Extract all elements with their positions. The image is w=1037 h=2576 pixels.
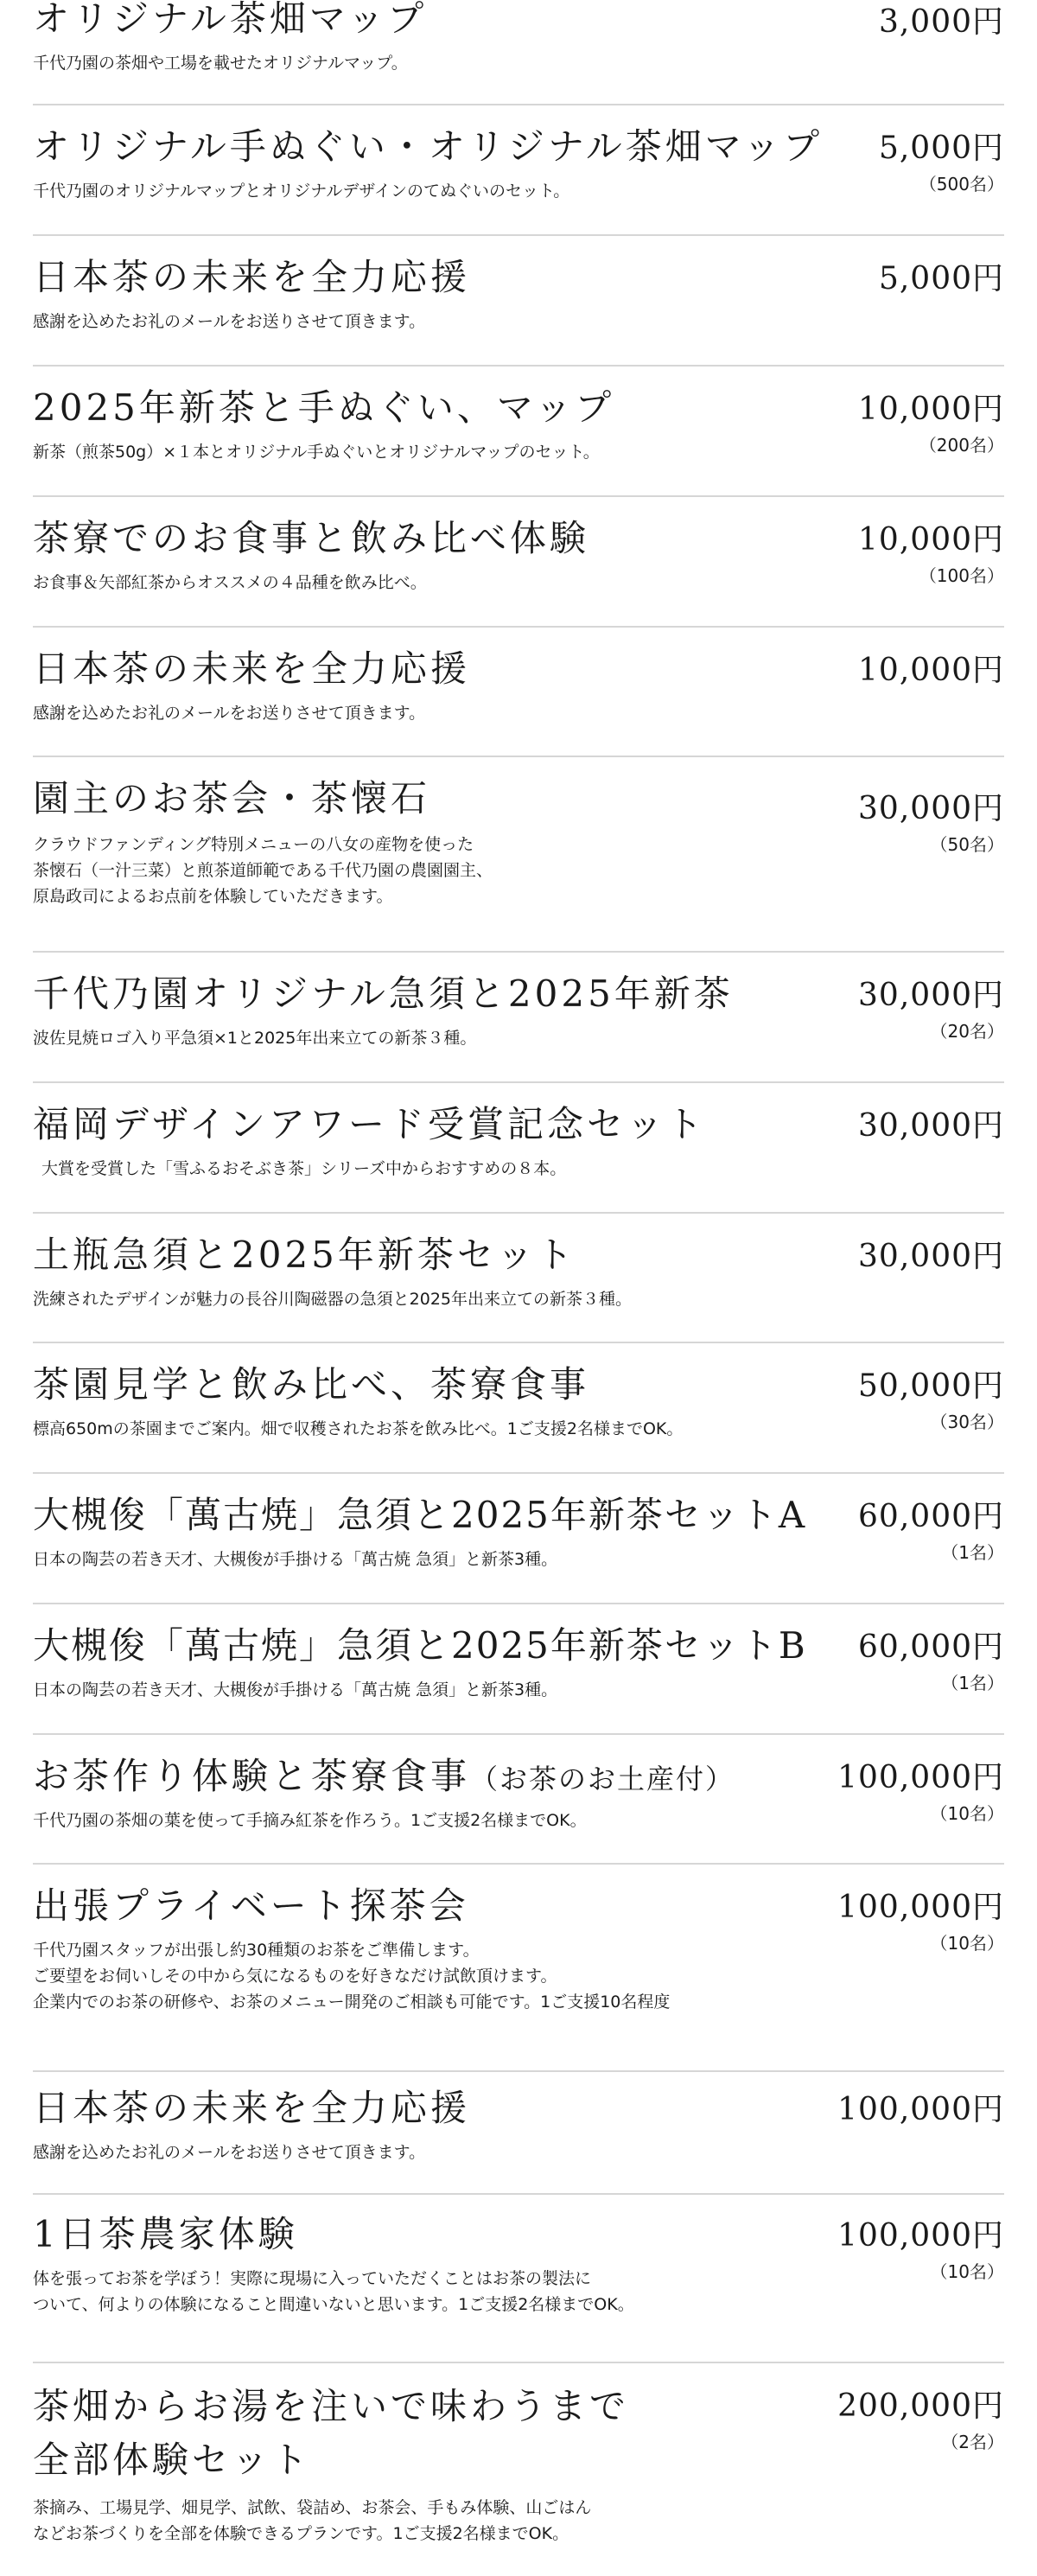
reward-description: 洗練されたデザインが魅力の長谷川陶磁器の急須と2025年出来立ての新茶３種。 — [33, 1290, 633, 1309]
reward-description: 波佐見焼ロゴ入り平急須×1と2025年出来立ての新茶３種。 — [33, 1029, 477, 1048]
reward-title-main: お茶作り体験と茶寮食事 — [33, 1755, 471, 1797]
reward-price: 30,000円 — [858, 791, 1004, 826]
reward-description: 感謝を込めたお礼のメールをお送りさせて頂きます。 — [33, 704, 426, 723]
reward-title: 大槻俊「萬古焼」急須と2025年新茶セットB — [33, 1624, 807, 1667]
reward-limit: （10名） — [930, 2261, 1004, 2282]
reward-limit: （20名） — [930, 1021, 1004, 1042]
reward-description: 茶摘み、工場見学、畑見学、試飲、袋詰め、お茶会、手もみ体験、山ごはん — [33, 2498, 592, 2517]
reward-description: 感謝を込めたお礼のメールをお送りさせて頂きます。 — [33, 2143, 426, 2162]
reward-price: 10,000円 — [858, 392, 1004, 427]
reward-item — [33, 0, 1004, 105]
reward-description: 原島政司によるお点前を体験していただきます。 — [33, 887, 393, 906]
reward-price: 50,000円 — [858, 1368, 1004, 1404]
reward-price: 100,000円 — [837, 1890, 1004, 1925]
reward-item — [33, 1083, 1004, 1214]
reward-price: 100,000円 — [837, 2218, 1004, 2254]
reward-title: 園主のお茶会・茶懐石 — [33, 777, 431, 819]
reward-description: ついて、何よりの体験になること間違いないと思います。1ご支援2名様までOK。 — [33, 2295, 634, 2314]
reward-description: 感謝を込めたお礼のメールをお送りさせて頂きます。 — [33, 312, 426, 331]
reward-title: 2025年新茶と手ぬぐい、マップ — [33, 386, 615, 429]
reward-title: 茶寮でのお食事と飲み比べ体験 — [33, 517, 590, 559]
reward-item — [33, 105, 1004, 236]
reward-item — [33, 497, 1004, 628]
reward-title: 茶畑からお湯を注いで味わうまで — [33, 2385, 630, 2427]
reward-description: 千代乃園のオリジナルマップとオリジナルデザインのてぬぐいのセット。 — [33, 182, 570, 201]
reward-price: 60,000円 — [858, 1629, 1004, 1665]
reward-title — [33, 1752, 735, 1803]
reward-limit: （30名） — [930, 1412, 1004, 1432]
reward-price: 30,000円 — [858, 978, 1004, 1013]
reward-price: 10,000円 — [858, 522, 1004, 558]
reward-limit: （10名） — [930, 1933, 1004, 1954]
reward-limit: （200名） — [919, 435, 1004, 456]
reward-item — [33, 1604, 1004, 1735]
reward-description: 千代乃園スタッフが出張し約30種類のお茶をご準備します。 — [33, 1941, 480, 1960]
reward-item — [33, 2195, 1004, 2363]
reward-limit: （1名） — [941, 1542, 1004, 1563]
reward-item — [33, 236, 1004, 367]
reward-title: 出張プライベート探茶会 — [33, 1884, 469, 1927]
reward-description: 日本の陶芸の若き天才、大槻俊が手掛ける「萬古焼 急須」と新茶3種。 — [33, 1680, 558, 1699]
reward-description: などお茶づくりを全部を体験できるプランです。1ご支援2名様までOK。 — [33, 2524, 569, 2543]
reward-description: クラウドファンディング特別メニューの八女の産物を使った — [33, 835, 474, 854]
reward-price: 100,000円 — [837, 1760, 1004, 1795]
reward-title: オリジナル茶畑マップ — [33, 0, 428, 40]
reward-title-line2: 全部体験セット — [33, 2439, 312, 2481]
reward-title: 茶園見学と飲み比べ、茶寮食事 — [33, 1363, 590, 1406]
reward-limit: （1名） — [941, 1673, 1004, 1693]
reward-price: 5,000円 — [878, 131, 1004, 166]
reward-item — [33, 1214, 1004, 1343]
reward-price: 3,000円 — [878, 4, 1004, 40]
reward-price: 10,000円 — [858, 653, 1004, 688]
reward-item — [33, 367, 1004, 497]
reward-item — [33, 1343, 1004, 1474]
reward-title: 1日茶農家体験 — [33, 2213, 298, 2255]
reward-description: 千代乃園の茶畑や工場を載せたオリジナルマップ。 — [33, 54, 408, 73]
reward-description: 日本の陶芸の若き天才、大槻俊が手掛ける「萬古焼 急須」と新茶3種。 — [33, 1550, 558, 1569]
reward-price: 60,000円 — [858, 1499, 1004, 1534]
reward-item — [33, 1865, 1004, 2072]
reward-title: オリジナル手ぬぐい・オリジナル茶畑マップ — [33, 125, 824, 168]
reward-title: 千代乃園オリジナル急須と2025年新茶 — [33, 972, 734, 1015]
reward-price: 5,000円 — [878, 261, 1004, 296]
reward-description: 茶懐石（一汁三菜）と煎茶道師範である千代乃園の農園園主、 — [33, 861, 493, 880]
reward-limit: （2名） — [941, 2432, 1004, 2452]
reward-price: 100,000円 — [837, 2092, 1004, 2127]
reward-description: 体を張ってお茶を学ぼう！実際に現場に入っていただくことはお茶の製法に — [33, 2269, 592, 2288]
reward-title: 土瓶急須と2025年新茶セット — [33, 1234, 576, 1276]
reward-description: 千代乃園の茶畑の葉を使って手摘み紅茶を作ろう。1ご支援2名様までOK。 — [33, 1811, 587, 1830]
reward-description: 大賞を受賞した「雪ふるおそぶき茶」シリーズ中からおすすめの８本。 — [41, 1159, 567, 1178]
reward-item — [33, 628, 1004, 757]
reward-title-suffix: （お茶のお土産付） — [470, 1763, 735, 1795]
reward-title: 日本茶の未来を全力応援 — [33, 647, 471, 690]
reward-limit: （500名） — [919, 174, 1004, 194]
reward-item — [33, 757, 1004, 953]
reward-price: 30,000円 — [858, 1108, 1004, 1144]
reward-title: 日本茶の未来を全力応援 — [33, 2087, 471, 2129]
reward-price: 30,000円 — [858, 1239, 1004, 1274]
reward-item — [33, 2072, 1004, 2195]
reward-title: 日本茶の未来を全力応援 — [33, 256, 471, 298]
reward-description: 標高650mの茶園までご案内。畑で収穫されたお茶を飲み比べ。1ご支援2名様までOK。 — [33, 1419, 684, 1438]
reward-item — [33, 953, 1004, 1083]
reward-limit: （10名） — [930, 1803, 1004, 1824]
reward-limit: （50名） — [930, 834, 1004, 855]
reward-description: ご要望をお伺いしその中から気になるものを好きなだけ試飲頂けます。 — [33, 1967, 557, 1986]
reward-item — [33, 1474, 1004, 1604]
reward-title: 福岡デザインアワード受賞記念セット — [33, 1103, 707, 1145]
reward-title: 大槻俊「萬古焼」急須と2025年新茶セットA — [33, 1494, 807, 1536]
reward-limit: （100名） — [919, 565, 1004, 586]
reward-description: 新茶（煎茶50g）×１本とオリジナル手ぬぐいとオリジナルマップのセット。 — [33, 443, 600, 462]
reward-description: お食事＆矢部紅茶からオススメの４品種を飲み比べ。 — [33, 573, 427, 592]
reward-description: 企業内でのお茶の研修や、お茶のメニュー開発のご相談も可能です。1ご支援10名程度 — [33, 1993, 671, 2012]
reward-item — [33, 1735, 1004, 1865]
reward-price: 200,000円 — [837, 2388, 1004, 2424]
reward-item — [33, 2363, 1004, 2576]
